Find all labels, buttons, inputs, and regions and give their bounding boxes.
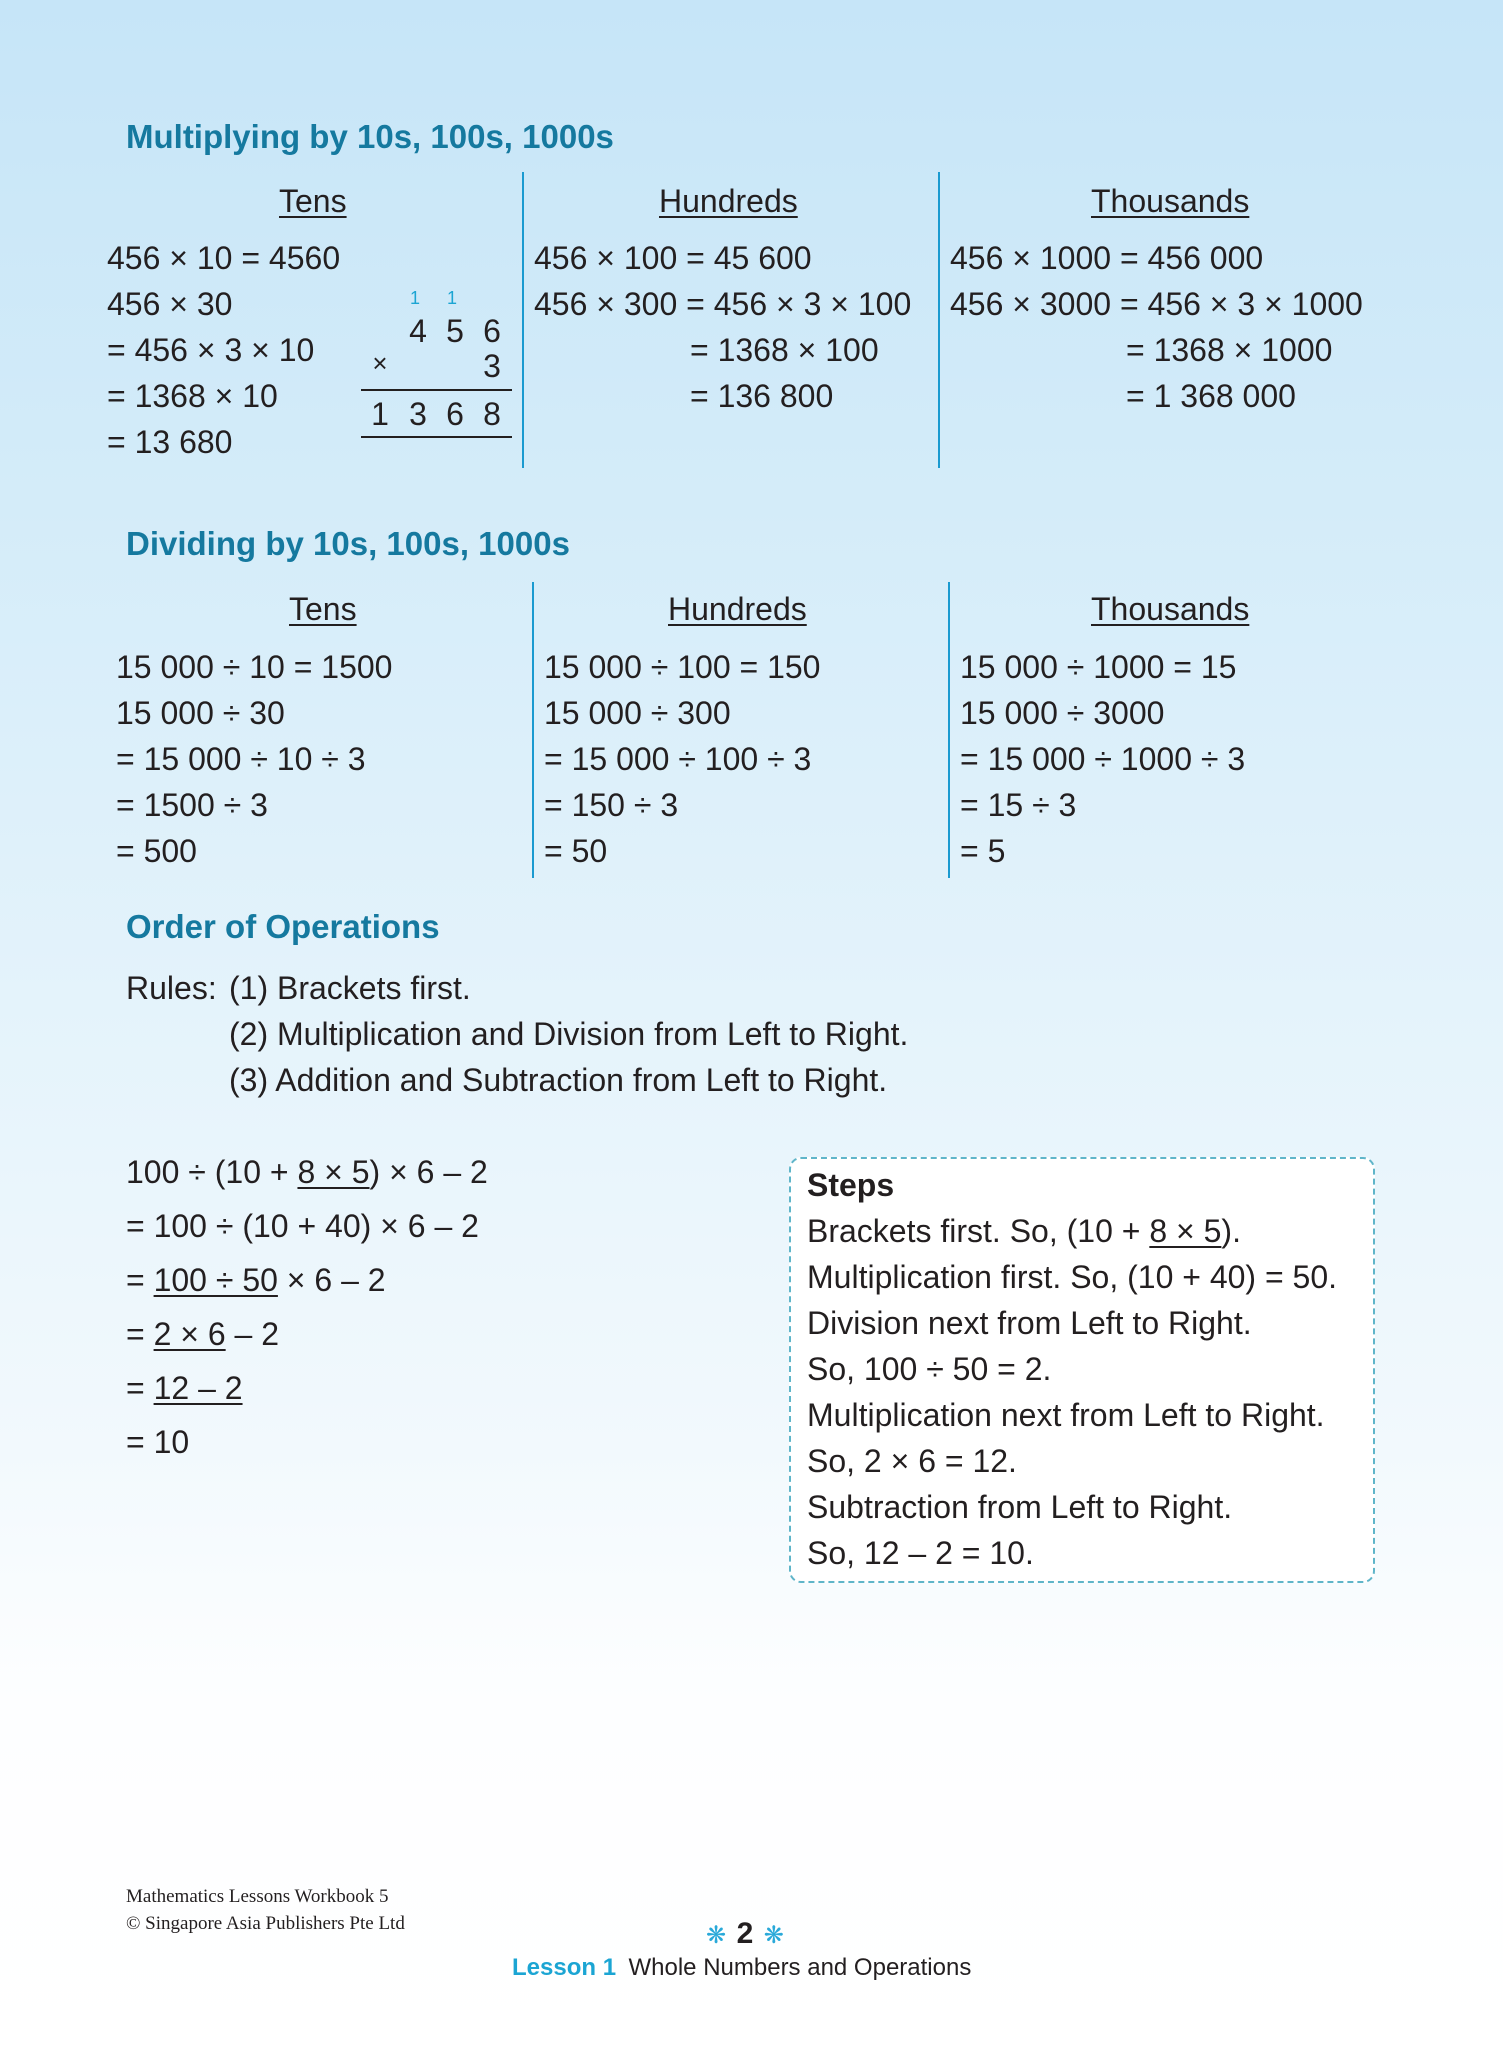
div-thousands-header: Thousands [1091,591,1250,627]
mult-hundreds-line: = 136 800 [690,378,834,414]
div-tens-line: = 500 [116,833,197,869]
working-rule [361,389,512,391]
mult-thousands-line: 456 × 3000 = 456 × 3 × 1000 [950,286,1363,322]
digit: 3 [483,348,501,384]
expr-text: ) × 6 – 2 [369,1154,488,1190]
div-hundreds-line: = 50 [544,833,608,869]
step-line: So, 2 × 6 = 12. [807,1443,1017,1479]
mult-thousands-line: = 1368 × 1000 [1126,332,1333,368]
mult-tens-header: Tens [279,183,347,219]
column-divider [522,172,524,468]
div-thousands-line: 15 000 ÷ 1000 = 15 [960,649,1237,685]
expr-underlined: 12 – 2 [153,1370,243,1406]
carry-digit: 1 [447,288,458,308]
step-line [807,1211,1241,1251]
rule-item: (2) Multiplication and Division from Left to Right. [229,1016,909,1052]
digit: 5 [446,313,464,349]
expr-underlined: 8 × 5 [297,1154,370,1190]
div-thousands-line: = 5 [960,833,1006,869]
div-thousands-line: 15 000 ÷ 3000 [960,695,1165,731]
expression-line [126,1260,386,1300]
div-hundreds-line: = 15 000 ÷ 100 ÷ 3 [544,741,812,777]
step-underlined: 8 × 5 [1149,1213,1222,1249]
div-thousands-line: = 15 ÷ 3 [960,787,1077,823]
snowflake-icon: ❋ [706,1922,727,1949]
steps-box [789,1157,1375,1583]
rule-item: (3) Addition and Subtraction from Left to Right. [229,1062,888,1098]
expr-underlined: 2 × 6 [153,1316,226,1352]
mult-tens-line: = 13 680 [107,424,233,460]
rules-label: Rules: [126,970,217,1006]
order-heading: Order of Operations [126,908,440,945]
snowflake-icon: ❋ [763,1922,784,1949]
expr-underlined: 100 ÷ 50 [153,1262,278,1298]
div-tens-line: 15 000 ÷ 10 = 1500 [116,649,393,685]
expr-text: = [126,1262,154,1298]
carry-digit: 1 [410,288,421,308]
mult-thousands-line: = 1 368 000 [1126,378,1296,414]
digit: 6 [483,313,501,349]
step-line: So, 12 – 2 = 10. [807,1535,1034,1571]
mult-hundreds-line: = 1368 × 100 [690,332,879,368]
step-text: Brackets first. So, (10 + [807,1213,1150,1249]
expression-line [126,1206,479,1246]
lesson-footer [512,1954,971,1982]
column-divider [948,582,950,878]
mult-tens-line: = 456 × 3 × 10 [107,332,315,368]
expr-text: = [126,1370,154,1406]
div-hundreds-line: 15 000 ÷ 100 = 150 [544,649,821,685]
step-line: Division next from Left to Right. [807,1305,1252,1341]
expr-text: = [126,1316,154,1352]
div-thousands-line: = 15 000 ÷ 1000 ÷ 3 [960,741,1246,777]
digit: 8 [483,396,501,432]
mult-tens-line: = 1368 × 10 [107,378,278,414]
div-hundreds-line: = 150 ÷ 3 [544,787,679,823]
working-rule [361,436,512,438]
expression-line [126,1314,279,1354]
step-line: Multiplication first. So, (10 + 40) = 50. [807,1259,1338,1295]
expression-line [126,1422,189,1462]
div-tens-header: Tens [289,591,357,627]
mult-tens-line: 456 × 30 [107,286,233,322]
mult-tens-line: 456 × 10 = 4560 [107,240,341,276]
step-text: ). [1221,1213,1241,1249]
rule-item: (1) Brackets first. [229,970,471,1006]
step-line: So, 100 ÷ 50 = 2. [807,1351,1052,1387]
div-tens-line: = 1500 ÷ 3 [116,787,268,823]
mult-thousands-header: Thousands [1091,183,1250,219]
footer-copyright: © Singapore Asia Publishers Pte Ltd [126,1913,405,1934]
div-tens-line: 15 000 ÷ 30 [116,695,285,731]
digit: 4 [409,313,427,349]
step-line: Multiplication next from Left to Right. [807,1397,1325,1433]
multiplying-heading: Multiplying by 10s, 100s, 1000s [126,118,614,155]
mult-hundreds-line: 456 × 100 = 45 600 [534,240,812,276]
digit: 1 [371,396,389,432]
expr-text: 100 ÷ (10 + [126,1154,298,1190]
digit: 6 [446,396,464,432]
expr-text: = 10 [126,1424,190,1460]
lesson-title: Whole Numbers and Operations [628,1954,972,1981]
expression-line [126,1152,488,1192]
div-hundreds-header: Hundreds [668,591,807,627]
mult-hundreds-header: Hundreds [659,183,798,219]
dividing-heading: Dividing by 10s, 100s, 1000s [126,525,570,562]
lesson-label: Lesson 1 [512,1954,617,1981]
page-number: 2 [736,1917,754,1950]
step-line: Subtraction from Left to Right. [807,1489,1233,1525]
footer-book-title: Mathematics Lessons Workbook 5 [126,1886,389,1907]
div-tens-line: = 15 000 ÷ 10 ÷ 3 [116,741,366,777]
div-hundreds-line: 15 000 ÷ 300 [544,695,731,731]
mult-thousands-line: 456 × 1000 = 456 000 [950,240,1264,276]
digit: 3 [409,396,427,432]
mult-hundreds-line: 456 × 300 = 456 × 3 × 100 [534,286,912,322]
times-sign: × [372,348,388,378]
steps-title: Steps [807,1167,895,1203]
page-number-group [706,1917,784,1951]
expr-text: – 2 [225,1316,280,1352]
expr-text: × 6 – 2 [277,1262,386,1298]
expr-text: = 100 ÷ (10 + 40) × 6 – 2 [126,1208,479,1244]
column-divider [532,582,534,878]
expression-line [126,1368,243,1408]
column-divider [938,172,940,468]
